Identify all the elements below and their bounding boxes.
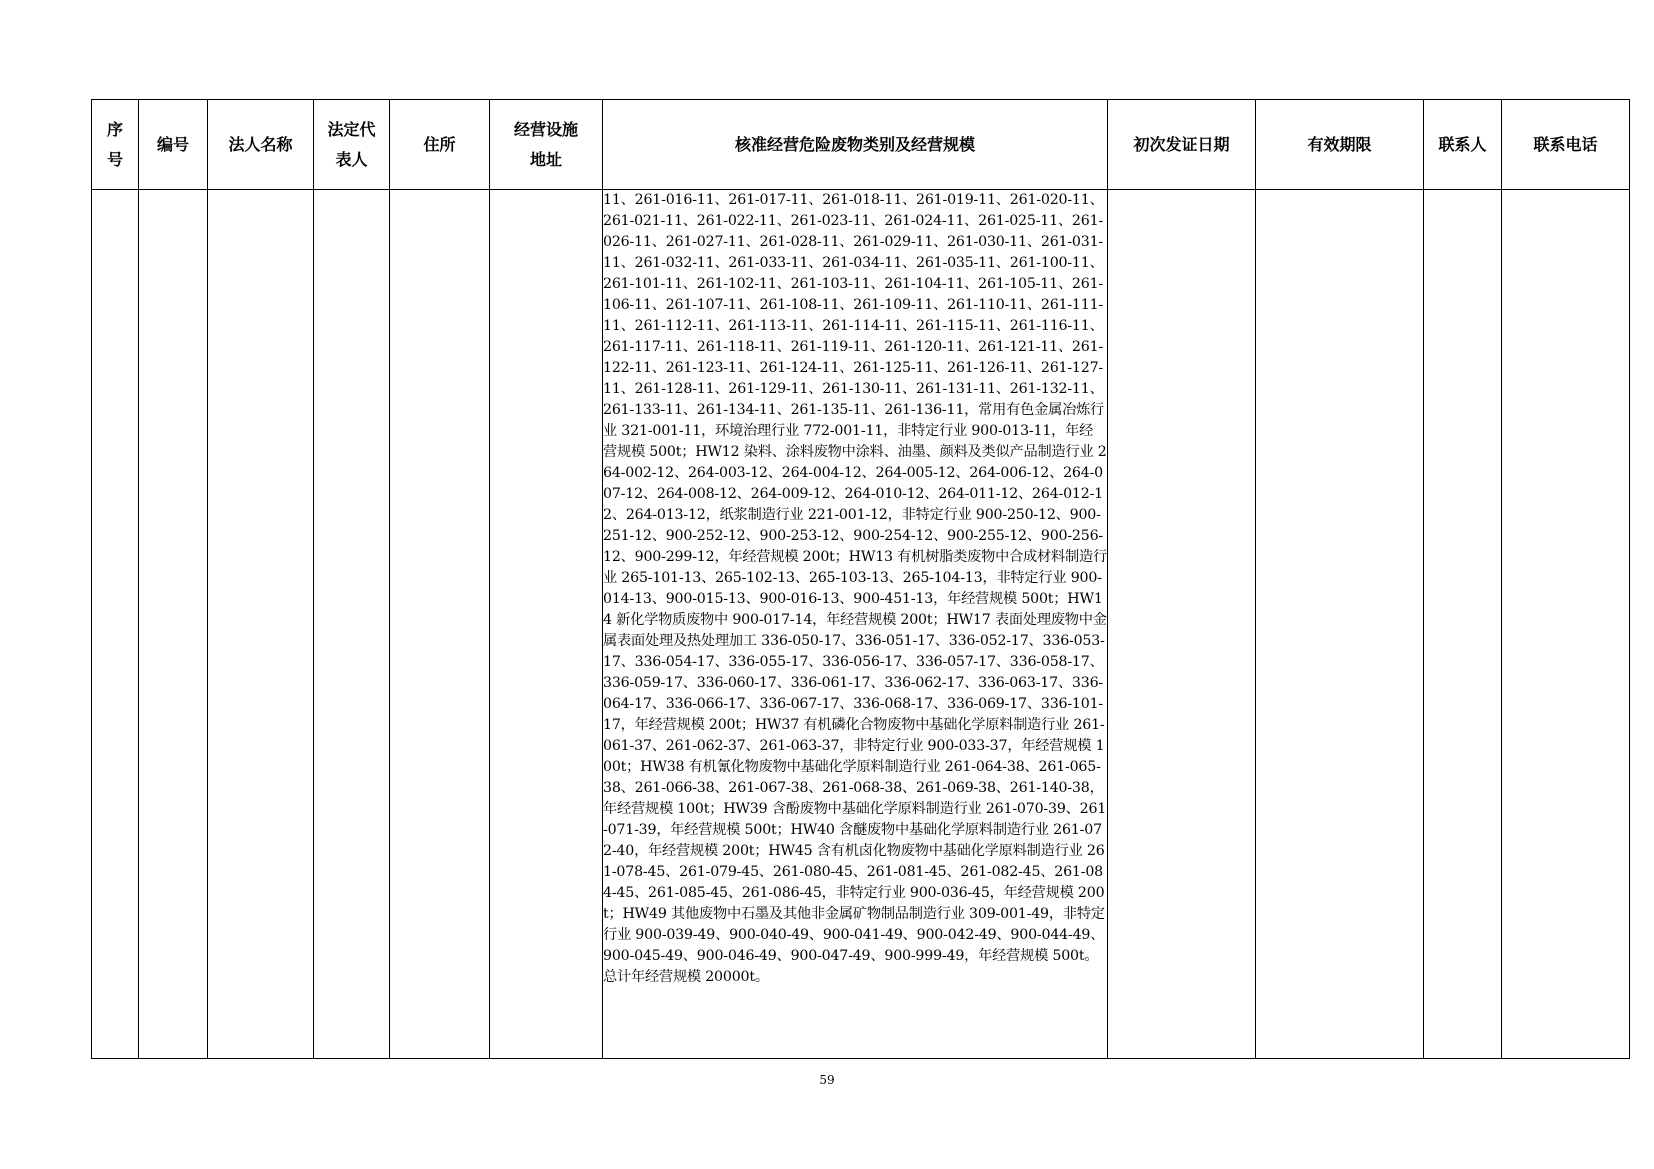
page-number: 59 <box>819 1073 835 1087</box>
license-table <box>91 99 1630 1059</box>
header-row <box>92 100 1630 190</box>
cell-address <box>390 190 490 1059</box>
cell-validity <box>1256 190 1424 1059</box>
header-seq: 序号 <box>92 100 139 190</box>
cell-phone <box>1502 190 1630 1059</box>
cell-legal-name <box>208 190 314 1059</box>
header-facility-address: 经营设施地址 <box>490 100 603 190</box>
cell-first-issue-date <box>1108 190 1256 1059</box>
cell-facility-address <box>490 190 603 1059</box>
header-legal-name: 法人名称 <box>208 100 314 190</box>
header-address: 住所 <box>390 100 490 190</box>
cell-contact <box>1424 190 1502 1059</box>
header-contact: 联系人 <box>1424 100 1502 190</box>
header-phone: 联系电话 <box>1502 100 1630 190</box>
header-legal-rep: 法定代表人 <box>314 100 390 190</box>
cell-code <box>139 190 208 1059</box>
header-scope: 核准经营危险废物类别及经营规模 <box>603 100 1108 190</box>
cell-seq <box>92 190 139 1059</box>
table-row <box>92 190 1630 1059</box>
cell-legal-rep <box>314 190 390 1059</box>
header-first-issue-date: 初次发证日期 <box>1108 100 1256 190</box>
header-code: 编号 <box>139 100 208 190</box>
cell-scope <box>603 190 1108 1059</box>
header-validity: 有效期限 <box>1256 100 1424 190</box>
scope-text: 11、261-016-11、261-017-11、261-018-11、261-019-11、261-020-11、261-021-11、261-022-11、261-023-11、261-024-11、261-025-11、261-026-11、261-027-11、261-028-11、261-029-11、261-030-11、261-031-11、261-032-11、261-033-11、261-034-11、261-035-11、261-100-11、261-101-11、261-102-11、261-103-11、261-104-11、261-105-11、261-106-11、261-107-11、261-108-11、261-109-11、261-110-11、261-111-11、261-112-11、261-113-11、261-114-11、261-115-11、261-116-11、261-117-11、261-118-11、261-119-11、261-120-11、261-121-11、261-122-11、261-123-11、261-124-11、261-125-11、261-126-11、261-127-11、261-128-11、261-129-11、261-130-11、261-131-11、261-132-11、261-133-11、261-134-11、261-135-11、261-136-11，常用有色金属冶炼行业 321-001-11，环境治理行业 772-001-11，非特定行业 900-013-11，年经营规模 500t；HW12 染料、涂料废物中涂料、油墨、颜料及类似产品制造行业 264-002-12、264-003-12、264-004-12、264-005-12、264-006-12、264-007-12、264-008-12、264-009-12、264-010-12、264-011-12、264-012-12、264-013-12，纸浆制造行业 221-001-12，非特定行业 900-250-12、900-251-12、900-252-12、900-253-12、900-254-12、900-255-12、900-256-12、900-299-12，年经营规模 200t；HW13 有机树脂类废物中合成材料制造行业 265-101-13、265-102-13、265-103-13、265-104-13，非特定行业 900-014-13、900-015-13、900-016-13、900-451-13，年经营规模 500t；HW14 新化学物质废物中 900-017-14，年经营规模 200t；HW17 表面处理废物中金属表面处理及热处理加工 336-050-17、336-051-17、336-052-17、336-053-17、336-054-17、336-055-17、336-056-17、336-057-17、336-058-17、336-059-17、336-060-17、336-061-17、336-062-17、336-063-17、336-064-17、336-066-17、336-067-17、336-068-17、336-069-17、336-101-17，年经营规模 200t；HW37 有机磷化合物废物中基础化学原料制造行业 261-061-37、261-062-37、261-063-37，非特定行业 900-033-37，年经营规模 100t；HW38 有机氰化物废物中基础化学原料制造行业 261-064-38、261-065-38、261-066-38、261-067-38、261-068-38、261-069-38、261-140-38，年经营规模 100t；HW39 含酚废物中基础化学原料制造行业 261-070-39、261-071-39，年经营规模 500t；HW40 含醚废物中基础化学原料制造行业 261-072-40，年经营规模 200t；HW45 含有机卤化物废物中基础化学原料制造行业 261-078-45、261-079-45、261-080-45、261-081-45、261-082-45、261-084-45、261-085-45、261-086-45，非特定行业 900-036-45，年经营规模 200t；HW49 其他废物中石墨及其他非金属矿物制品制造行业 309-001-49，非特定行业 900-039-49、900-040-49、900-041-49、900-042-49、900-044-49、900-045-49、900-046-49、900-047-49、900-999-49，年经营规模 500t。总计年经营规模 20000t。 <box>603 192 1107 985</box>
